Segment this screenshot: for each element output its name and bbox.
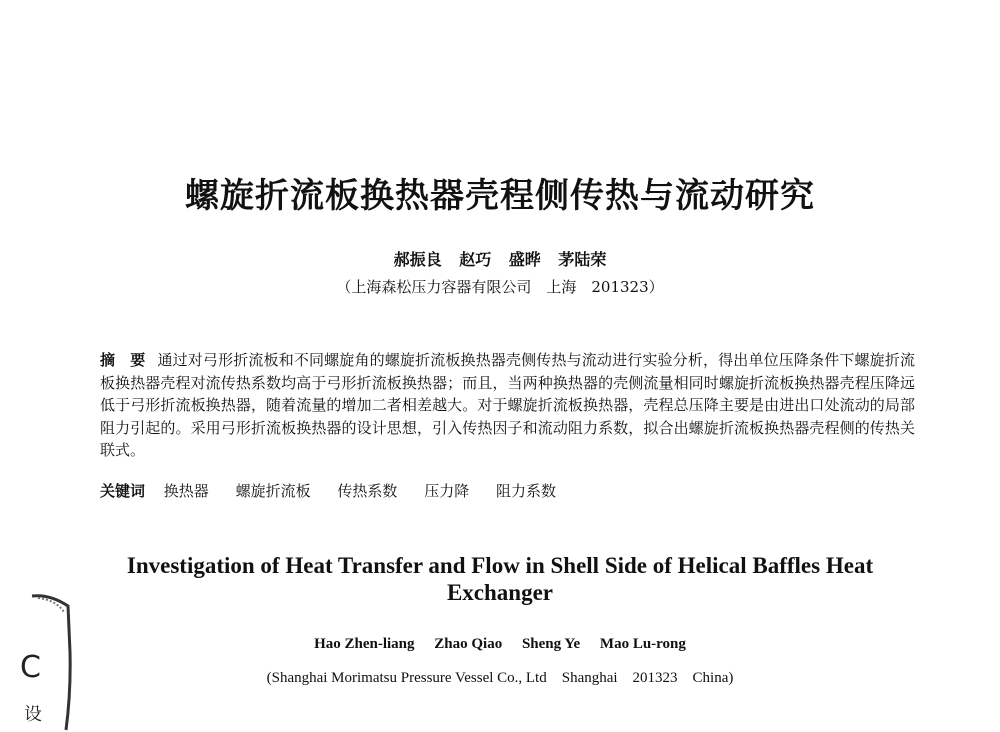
keywords-cn: [100, 480, 578, 501]
paper-title-cn: 螺旋折流板换热器壳程侧传热与流动研究: [185, 176, 815, 216]
keyword: 换热器: [163, 482, 209, 500]
keyword: 螺旋折流板: [235, 482, 311, 500]
paper-title-en: Investigation of Heat Transfer and Flow in Shell Side of Helical Baffles Heat Exchanger: [126, 553, 874, 605]
affiliation-en: (Shanghai Morimatsu Pressure Vessel Co., Ltd Shanghai 201323 China): [266, 670, 734, 686]
author-list-en: [0, 636, 1000, 653]
keyword: 传热系数: [337, 482, 398, 500]
abstract-cn: [100, 349, 915, 462]
author-cn: 盛晔: [508, 250, 541, 269]
author-cn: 茅陆荣: [558, 250, 607, 269]
keyword: 阻力系数: [495, 482, 556, 500]
abstract-label: 摘 要: [100, 351, 146, 369]
author-en: Zhao Qiao: [434, 636, 503, 652]
keyword: 压力降: [424, 482, 470, 500]
author-en: Hao Zhen-liang: [314, 636, 415, 652]
abstract-text: 通过对弓形折流板和不同螺旋角的螺旋折流板换热器壳侧传热与流动进行实验分析，得出单位压降条件下螺旋折流板换热器壳程对流传热系数均高于弓形折流板换热器；而且，当两种换热器的壳侧流量相同时螺旋折流板换热器壳程压降远低于弓形折流板换热器，随着流量的增加二者相差越大。对于螺旋折流板换热器，壳程总压降主要是由进出口处流动的局部阻力引起的。采用弓形折流板换热器的设计思想，引入传热因子和流动阻力系数，拟合出螺旋折流板换热器壳程侧的传热关联式。: [100, 351, 915, 459]
margin-text-cn: 设: [24, 704, 42, 725]
author-list-cn: [0, 247, 1000, 270]
author-cn: 赵巧: [459, 250, 492, 269]
keywords-label: 关键词: [100, 482, 146, 500]
margin-letter: C: [20, 650, 41, 685]
author-en: Mao Lu-rong: [599, 636, 686, 652]
affiliation-cn: （上海森松压力容器有限公司 上海 201323）: [336, 278, 664, 296]
author-en: Sheng Ye: [521, 636, 581, 652]
author-cn: 郝振良: [393, 250, 442, 269]
